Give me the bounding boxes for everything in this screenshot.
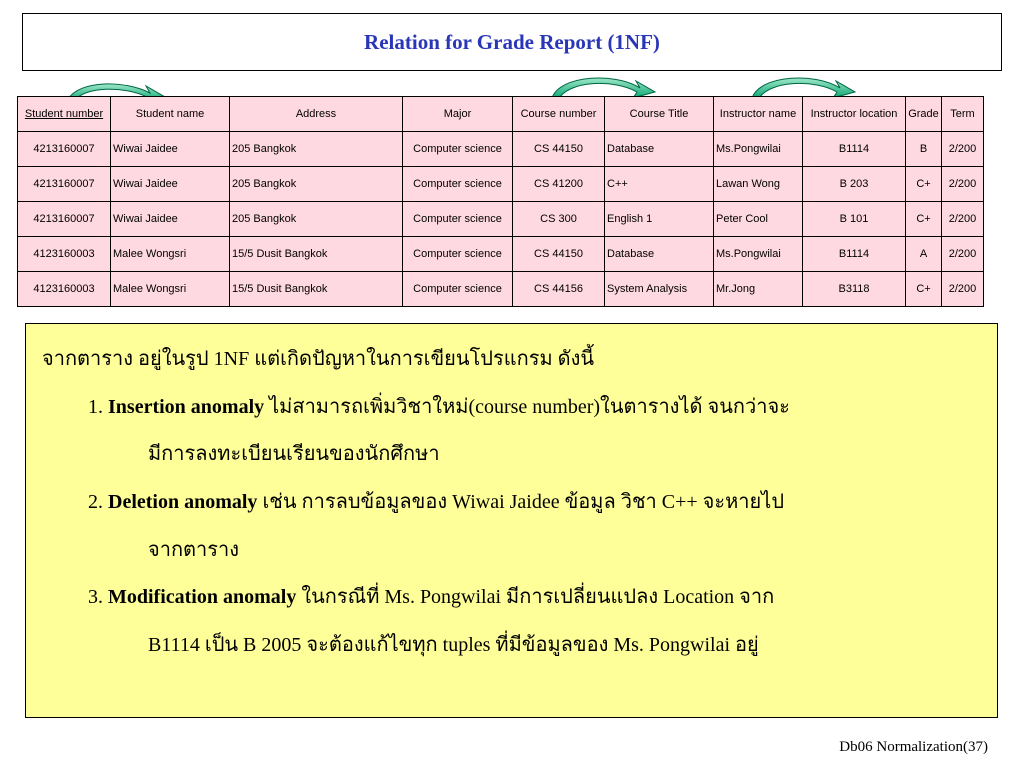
cell-grade: A [906,237,942,272]
item-number: 2. [88,491,103,513]
header-major: Major [403,97,513,132]
item-term: Deletion anomaly [108,491,258,513]
cell-major: Computer science [403,202,513,237]
cell-student-name: Malee Wongsri [111,237,230,272]
cell-term: 2/200 [942,202,984,237]
cell-instructor-name: Ms.Pongwilai [714,132,803,167]
item-term: Insertion anomaly [108,396,265,418]
cell-address: 15/5 Dusit Bangkok [230,237,403,272]
cell-student-number: 4123160003 [18,237,111,272]
cell-term: 2/200 [942,132,984,167]
item-text: ไม่สามารถเพิ่มวิชาใหม่(course number)ในตารางได้ จนกว่าจะ [264,396,790,418]
cell-student-number: 4213160007 [18,167,111,202]
cell-instructor-location: B 101 [803,202,906,237]
cell-instructor-location: B1114 [803,132,906,167]
cell-student-name: Wiwai Jaidee [111,167,230,202]
cell-course-title: Database [605,132,714,167]
cell-term: 2/200 [942,272,984,307]
header-course-number: Course number [513,97,605,132]
item-term: Modification anomaly [108,586,297,608]
cell-major: Computer science [403,132,513,167]
cell-course-title: Database [605,237,714,272]
cell-major: Computer science [403,167,513,202]
cell-instructor-name: Peter Cool [714,202,803,237]
cell-address: 205 Bangkok [230,202,403,237]
cell-grade: C+ [906,202,942,237]
cell-student-name: Wiwai Jaidee [111,132,230,167]
header-instructor-name: Instructor name [714,97,803,132]
cell-course-title: System Analysis [605,272,714,307]
cell-course-number: CS 300 [513,202,605,237]
cell-instructor-location: B3118 [803,272,906,307]
grade-report-table [17,96,984,307]
header-instructor-location: Instructor location [803,97,906,132]
cell-major: Computer science [403,272,513,307]
header-address: Address [230,97,403,132]
cell-term: 2/200 [942,237,984,272]
cell-course-number: CS 44156 [513,272,605,307]
cell-address: 205 Bangkok [230,167,403,202]
table-row [18,237,984,272]
cell-instructor-name: Ms.Pongwilai [714,237,803,272]
cell-course-title: English 1 [605,202,714,237]
slide-footer: Db06 Normalization(37) [839,739,988,755]
note-item-insertion [88,390,790,422]
cell-instructor-name: Mr.Jong [714,272,803,307]
item-text: ในกรณีที่ Ms. Pongwilai มีการเปลี่ยนแปลง Location จาก [296,586,775,608]
cell-term: 2/200 [942,167,984,202]
cell-course-number: CS 41200 [513,167,605,202]
cell-instructor-location: B 203 [803,167,906,202]
item-number: 3. [88,586,103,608]
cell-student-number: 4213160007 [18,132,111,167]
cell-grade: B [906,132,942,167]
table-row [18,167,984,202]
note-item-deletion [88,485,784,517]
header-student-number: Student number [18,97,111,132]
table-row [18,202,984,237]
table-header-row [18,97,984,132]
note-item-insertion-cont: มีการลงทะเบียนเรียนของนักศึกษา [148,443,440,465]
cell-course-number: CS 44150 [513,237,605,272]
header-student-name: Student name [111,97,230,132]
note-intro: จากตาราง อยู่ในรูป 1NF แต่เกิดปัญหาในการเขียนโปรแกรม ดังนี้ [42,348,595,370]
cell-address: 15/5 Dusit Bangkok [230,272,403,307]
cell-instructor-name: Lawan Wong [714,167,803,202]
cell-grade: C+ [906,272,942,307]
cell-address: 205 Bangkok [230,132,403,167]
anomaly-note-box [25,323,998,718]
cell-student-number: 4213160007 [18,202,111,237]
dependency-arrows [0,0,1024,110]
cell-course-title: C++ [605,167,714,202]
cell-student-name: Malee Wongsri [111,272,230,307]
note-item-deletion-cont: จากตาราง [148,539,240,561]
cell-student-number: 4123160003 [18,272,111,307]
cell-student-name: Wiwai Jaidee [111,202,230,237]
table-row [18,132,984,167]
note-item-modification-cont: B1114 เป็น B 2005 จะต้องแก้ไขทุก tuples ที่มีข้อมูลของ Ms. Pongwilai อยู่ [148,634,759,656]
slide-title: Relation for Grade Report (1NF) [364,29,660,54]
table-row [18,272,984,307]
item-text: เช่น การลบข้อมูลของ Wiwai Jaidee ข้อมูล วิชา C++ จะหายไป [257,491,785,513]
cell-instructor-location: B1114 [803,237,906,272]
note-item-modification [88,580,774,612]
item-number: 1. [88,396,103,418]
header-term: Term [942,97,984,132]
header-grade: Grade [906,97,942,132]
cell-major: Computer science [403,237,513,272]
cell-course-number: CS 44150 [513,132,605,167]
header-course-title: Course Title [605,97,714,132]
cell-grade: C+ [906,167,942,202]
